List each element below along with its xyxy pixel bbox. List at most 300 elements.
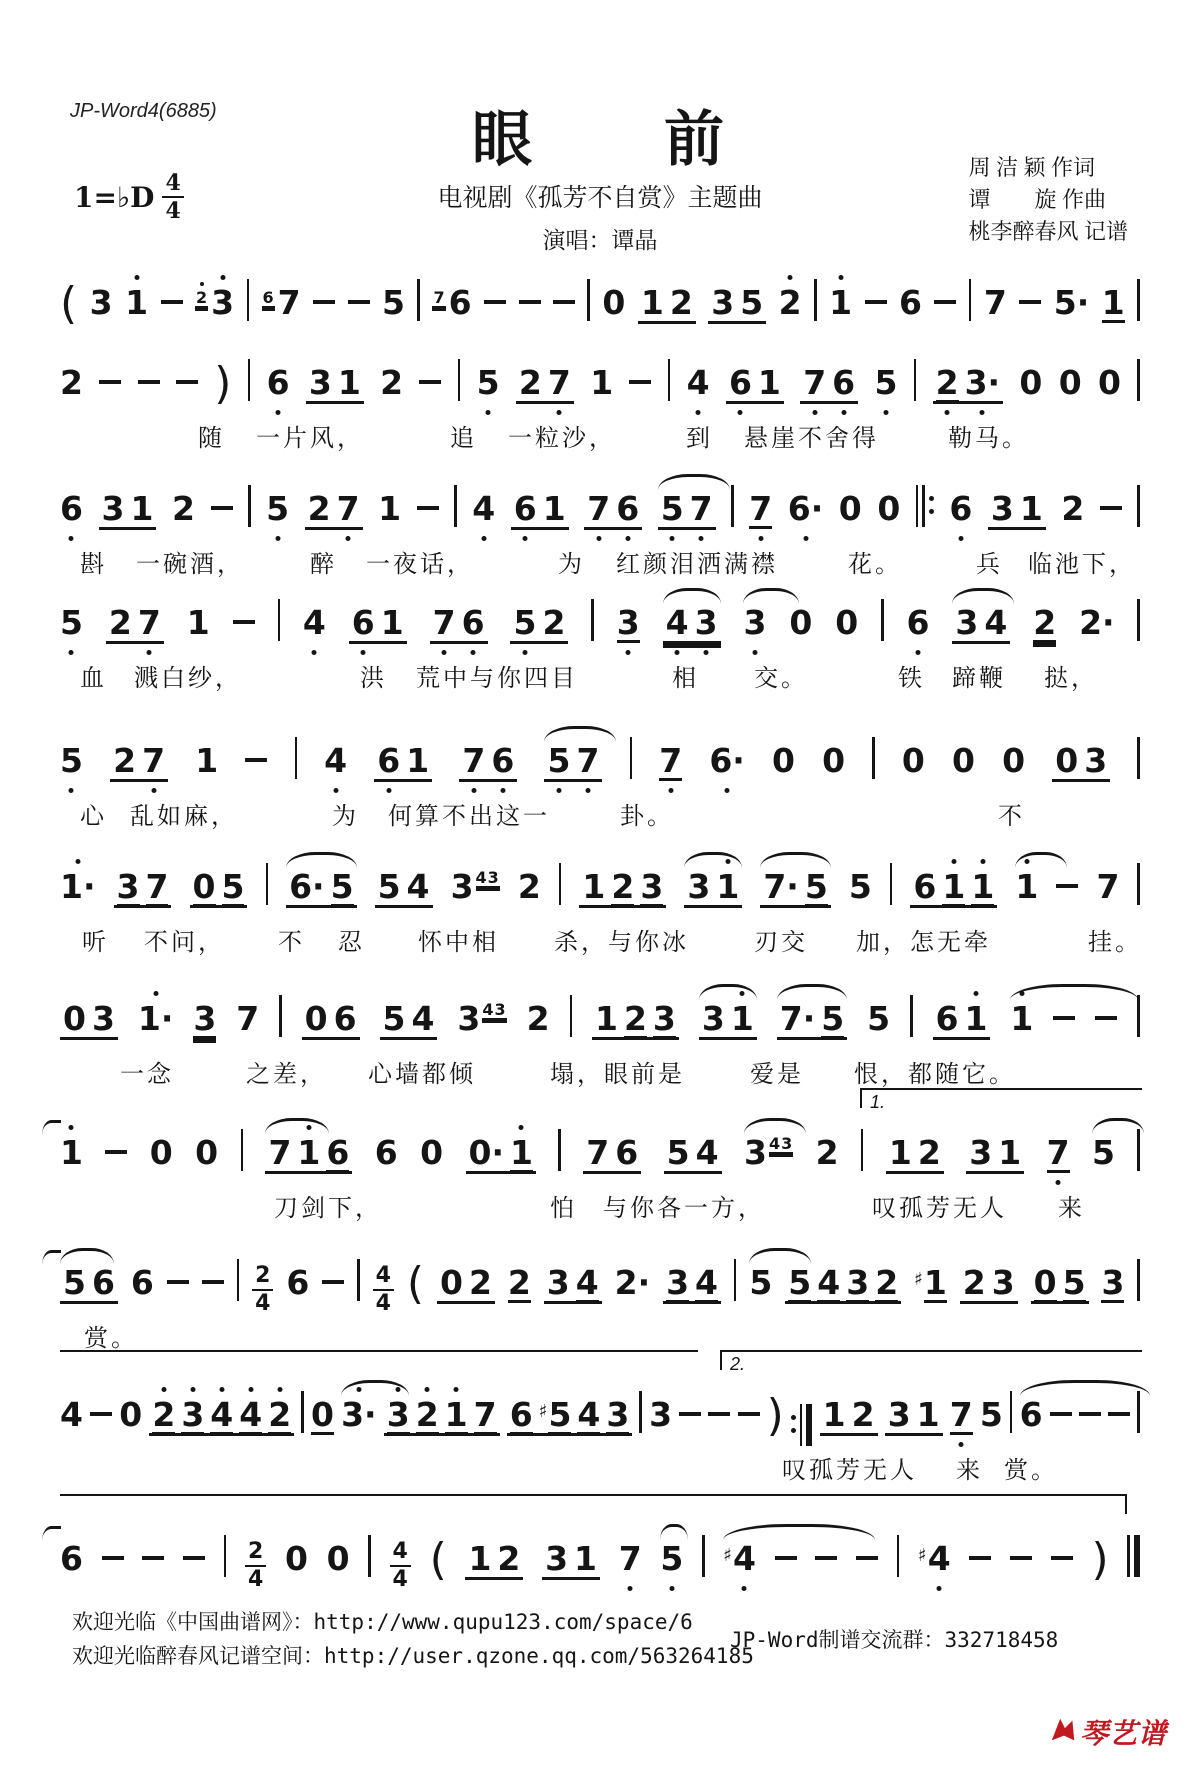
note xyxy=(476,363,500,402)
duration-dash xyxy=(969,1556,991,1560)
digit: 1 xyxy=(731,1002,754,1036)
note xyxy=(266,363,290,402)
repeat-open-barline xyxy=(916,478,934,520)
note xyxy=(962,1263,986,1302)
digit: 3 xyxy=(450,867,474,906)
notation-line xyxy=(60,478,1140,526)
octave-dot-above xyxy=(200,282,204,286)
digit: 6 xyxy=(60,1539,83,1578)
note xyxy=(137,999,174,1038)
note xyxy=(91,1263,115,1302)
note xyxy=(821,999,845,1038)
note xyxy=(1019,489,1043,528)
note-token xyxy=(877,489,901,528)
octave-dot-below xyxy=(704,650,709,655)
digit: 1· xyxy=(138,1002,174,1036)
note-token xyxy=(1091,1133,1115,1172)
digit: 2 xyxy=(526,999,550,1038)
barline xyxy=(734,1259,737,1301)
digit: 1· xyxy=(60,870,96,904)
note xyxy=(616,603,640,643)
beam-group xyxy=(960,1263,1018,1304)
digit: 2 xyxy=(152,1398,175,1432)
meter-numerator: 2 xyxy=(245,1541,266,1567)
digit: 6 xyxy=(352,606,375,640)
note-token xyxy=(382,283,406,322)
note xyxy=(901,741,925,780)
note xyxy=(998,1133,1022,1172)
lyric: 不问， xyxy=(144,930,225,956)
digit: 2 xyxy=(108,603,132,642)
note xyxy=(1015,867,1039,906)
notation-system xyxy=(60,478,1140,588)
octave-dot-above xyxy=(788,275,793,280)
note-token xyxy=(772,741,795,780)
beam-group xyxy=(638,283,696,324)
octave-dot-above xyxy=(277,1387,282,1392)
note xyxy=(779,999,816,1038)
notation-system xyxy=(60,1354,1140,1494)
notation-line xyxy=(60,272,1140,329)
note xyxy=(63,999,86,1038)
beam-group xyxy=(820,1395,878,1436)
digit: 3 xyxy=(687,867,711,906)
note xyxy=(192,867,216,906)
duration-dash xyxy=(1051,1556,1073,1560)
digit: 3 xyxy=(101,489,125,528)
note xyxy=(60,1395,83,1434)
digit: 4 xyxy=(324,744,347,778)
barline xyxy=(279,995,282,1037)
volta-bracket xyxy=(860,1088,1142,1112)
note xyxy=(689,489,713,528)
note-token xyxy=(649,1395,673,1434)
note-token xyxy=(1019,1395,1043,1434)
barline xyxy=(861,1129,864,1171)
note-token xyxy=(195,741,219,780)
note xyxy=(640,867,664,906)
note xyxy=(351,603,375,642)
beam-group xyxy=(663,1263,721,1304)
note xyxy=(432,603,456,642)
beam-group xyxy=(708,283,766,324)
note-token xyxy=(787,489,824,528)
lyric: 一夜话， xyxy=(366,552,474,578)
digit: 7 xyxy=(576,744,599,778)
note xyxy=(439,1263,463,1302)
digit: 3 xyxy=(990,489,1014,528)
digit: 2 xyxy=(416,1398,439,1432)
lyric: 来 xyxy=(1058,1196,1085,1222)
beam-group xyxy=(149,1395,294,1436)
note xyxy=(695,1133,719,1172)
octave-dot-below xyxy=(958,536,963,541)
note-token xyxy=(949,489,973,528)
beam-group xyxy=(952,603,1010,644)
duration-dash xyxy=(1050,1412,1072,1416)
duration-dash xyxy=(1053,1016,1075,1020)
note xyxy=(330,867,354,906)
beam-group xyxy=(544,1263,602,1304)
digit: 2 xyxy=(669,283,693,322)
systems xyxy=(60,0,1140,1766)
duration-dash xyxy=(99,380,121,384)
sharp-accidental: ♯ xyxy=(723,1545,732,1566)
lyric: 为 xyxy=(332,804,359,830)
note xyxy=(665,603,689,642)
note-token xyxy=(749,489,773,529)
beam-group xyxy=(114,867,172,908)
octave-dot-above xyxy=(396,1387,401,1392)
note-token xyxy=(286,1263,310,1302)
digit: 3 xyxy=(308,363,332,402)
note xyxy=(867,999,891,1038)
beam-group xyxy=(60,1263,118,1304)
meter-denominator: 4 xyxy=(375,1291,391,1316)
digit: 5 xyxy=(749,1263,773,1302)
barline xyxy=(1010,1391,1013,1433)
digit: 2 xyxy=(917,1133,941,1172)
digit: 7 xyxy=(138,606,161,640)
beam-group xyxy=(302,999,360,1040)
note-token xyxy=(618,1539,642,1578)
note xyxy=(116,867,140,906)
digit: 3 xyxy=(991,1263,1015,1302)
lyric: 到 xyxy=(686,426,713,452)
notation-system xyxy=(60,352,1140,462)
digit: 6 xyxy=(267,366,290,400)
octave-dot-below xyxy=(69,536,74,541)
note xyxy=(326,1133,350,1172)
lyric: 塌，眼前是 xyxy=(550,1062,685,1088)
note-token xyxy=(590,363,614,402)
note xyxy=(576,741,600,780)
digit: 5 xyxy=(848,867,872,906)
digit: 4 xyxy=(733,1542,756,1576)
digit: 6 xyxy=(326,1133,350,1172)
digit: 1 xyxy=(590,363,614,402)
note xyxy=(341,1395,377,1434)
note xyxy=(660,1539,684,1578)
parenthesis: ( xyxy=(60,278,78,329)
note xyxy=(1062,1263,1086,1302)
lyric: 荒中与你四目 xyxy=(416,666,578,692)
digit: 4 xyxy=(60,1395,83,1434)
note xyxy=(186,603,210,642)
note xyxy=(838,489,862,528)
note xyxy=(971,867,995,906)
note-token xyxy=(60,1133,83,1172)
note xyxy=(1084,741,1108,780)
note xyxy=(618,1539,642,1578)
duration-dash xyxy=(183,1556,205,1560)
note xyxy=(415,1395,439,1434)
duration-dash xyxy=(313,300,335,304)
note-token xyxy=(1015,867,1039,906)
octave-dot-above xyxy=(1024,859,1029,864)
digit: 1 xyxy=(510,1136,533,1170)
note-token xyxy=(195,1133,219,1172)
notation-system xyxy=(60,730,1140,840)
digit: 3 xyxy=(666,1263,690,1302)
barline xyxy=(668,359,671,401)
note-token xyxy=(186,603,210,642)
beam-group xyxy=(430,603,488,644)
lyric: 斟 xyxy=(80,552,107,578)
digit: 0 xyxy=(1019,363,1043,402)
octave-dot-below xyxy=(361,650,366,655)
note xyxy=(1055,741,1079,780)
lyric: 之差， xyxy=(246,1062,327,1088)
note xyxy=(145,867,169,906)
note xyxy=(788,1263,812,1302)
meter-denominator: 4 xyxy=(255,1291,271,1316)
beam-group xyxy=(592,999,679,1040)
note xyxy=(694,603,718,642)
beam-group xyxy=(988,489,1046,530)
digit: 0 xyxy=(304,999,328,1038)
note xyxy=(63,1263,86,1302)
note xyxy=(210,1395,234,1434)
digit: 0 xyxy=(1002,741,1026,780)
note-token xyxy=(917,1539,951,1578)
key-text: 1=♭D xyxy=(74,180,155,214)
barline xyxy=(248,359,251,401)
note xyxy=(709,741,745,780)
digit: 2 xyxy=(507,1263,531,1302)
octave-dot-above xyxy=(69,1125,74,1130)
digit: 7 xyxy=(548,366,571,400)
note xyxy=(380,603,404,642)
barline xyxy=(278,599,281,641)
lyric: 一念 xyxy=(120,1062,174,1088)
lyric: 铁 xyxy=(898,666,925,692)
duration-dash xyxy=(629,380,651,384)
note-token xyxy=(476,363,500,402)
note-token xyxy=(848,867,872,906)
note xyxy=(1019,1395,1043,1434)
note xyxy=(887,1395,911,1434)
octave-dot-below xyxy=(275,536,280,541)
note-token xyxy=(236,999,260,1038)
note xyxy=(450,867,500,906)
note xyxy=(640,283,664,322)
note-token xyxy=(285,1539,308,1578)
note xyxy=(1091,1133,1115,1172)
digit: 7 xyxy=(983,283,1007,322)
note-token xyxy=(838,489,862,528)
note xyxy=(130,489,154,528)
note xyxy=(130,1263,154,1302)
digit: 6 xyxy=(130,1263,154,1302)
note xyxy=(728,363,752,402)
digit: 5 xyxy=(661,492,684,526)
note xyxy=(542,489,566,528)
note xyxy=(262,283,301,322)
digit: 0 xyxy=(326,1539,350,1578)
digit: 3 xyxy=(116,867,140,906)
digit: 1 xyxy=(574,1539,598,1578)
note-token xyxy=(898,283,922,322)
note-token xyxy=(723,1539,756,1578)
notation-line xyxy=(60,1384,1140,1441)
octave-dot-below xyxy=(333,788,338,793)
digit: 7 xyxy=(145,867,169,906)
duration-dash xyxy=(1056,884,1078,888)
digit: 3 xyxy=(652,999,676,1038)
note xyxy=(789,603,813,642)
digit: 1 xyxy=(380,603,404,642)
note xyxy=(730,999,754,1038)
note xyxy=(526,999,550,1038)
beam-group xyxy=(583,1133,641,1174)
digit: 3 xyxy=(955,603,979,642)
note xyxy=(513,489,537,528)
beam-group xyxy=(1031,1263,1089,1304)
duration-dash xyxy=(105,1150,127,1154)
lyric: 追 xyxy=(450,426,477,452)
beam-group xyxy=(305,489,363,530)
digit: 2 xyxy=(468,1263,492,1302)
duration-dash xyxy=(553,300,575,304)
note-token xyxy=(789,603,813,642)
octave-dot-below xyxy=(980,410,985,415)
digit: 3 xyxy=(846,1263,870,1302)
octave-dot-above xyxy=(153,991,158,996)
note xyxy=(935,363,959,402)
digit: 5 xyxy=(547,744,570,778)
sharp-accidental: ♯ xyxy=(914,1269,923,1290)
note xyxy=(1053,283,1090,322)
notation-line xyxy=(60,856,1140,904)
beam-group xyxy=(516,363,574,404)
beam-group xyxy=(760,867,830,908)
barline xyxy=(1137,599,1140,641)
octave-dot-below xyxy=(481,536,486,541)
note xyxy=(614,1263,651,1302)
note xyxy=(518,363,542,402)
note xyxy=(686,363,710,402)
note xyxy=(195,283,235,322)
octave-dot-below xyxy=(803,536,808,541)
beam-group xyxy=(885,1395,943,1436)
singer-line: 演唱：谭晶 xyxy=(542,228,658,253)
digit: 2 xyxy=(851,1395,875,1434)
digit: 2 xyxy=(815,1133,839,1172)
digit: 0 xyxy=(789,603,813,642)
duration-dash xyxy=(142,1556,164,1560)
beam-group xyxy=(99,489,157,530)
note xyxy=(582,867,606,906)
lyric: 叹孤芳无人 xyxy=(872,1196,1007,1222)
beam-group xyxy=(380,999,438,1040)
duration-dash xyxy=(1095,1016,1117,1020)
digit: 0 xyxy=(901,741,925,780)
notation-system xyxy=(60,1252,1140,1362)
note xyxy=(473,1395,497,1434)
note xyxy=(669,283,693,322)
note xyxy=(964,363,1001,402)
digit: 6· xyxy=(289,867,325,906)
digit: 2 xyxy=(113,741,137,780)
note xyxy=(510,1133,533,1172)
lyric: 醉 xyxy=(310,552,337,578)
lyric: 不 xyxy=(278,930,305,956)
digit: 0· xyxy=(468,1133,504,1172)
note xyxy=(778,283,802,322)
digit: 5 xyxy=(740,283,764,322)
lyric: 何算不出这一 xyxy=(388,804,550,830)
note xyxy=(304,999,328,1038)
note-token xyxy=(1079,603,1115,642)
digit: 6 xyxy=(374,1133,398,1172)
octave-dot-below xyxy=(959,1442,964,1447)
beam-group xyxy=(579,867,666,908)
note xyxy=(420,1133,444,1172)
note xyxy=(462,741,486,780)
note xyxy=(307,489,331,528)
note xyxy=(517,867,541,906)
digit: 5 xyxy=(513,606,536,640)
digit: 6 xyxy=(906,606,929,640)
digit: 1 xyxy=(916,1395,940,1434)
note xyxy=(687,867,711,906)
note xyxy=(749,489,773,529)
barline xyxy=(368,1535,371,1577)
digit: 1 xyxy=(297,1136,320,1170)
notation-line xyxy=(60,1122,1140,1170)
octave-dot-below xyxy=(276,410,281,415)
digit: 2 xyxy=(779,286,802,320)
note-token xyxy=(125,283,149,322)
barline xyxy=(969,279,972,321)
octave-dot-below xyxy=(486,410,491,415)
grace-note: 6 xyxy=(262,288,274,307)
meter-numerator: 4 xyxy=(162,172,183,198)
digit: 0 xyxy=(195,1133,219,1172)
digit: 7 xyxy=(142,744,165,778)
duration-dash xyxy=(519,300,541,304)
digit: 0 xyxy=(285,1539,308,1578)
digit: 1 xyxy=(195,741,219,780)
note-token xyxy=(1101,283,1125,323)
digit: 6 xyxy=(913,867,937,906)
barline xyxy=(1137,995,1140,1037)
note xyxy=(916,1395,940,1434)
note-token xyxy=(906,603,930,642)
time-signature xyxy=(373,1265,394,1315)
note xyxy=(60,603,83,642)
beam-group xyxy=(510,603,568,644)
note-token xyxy=(60,1539,83,1578)
notation-system xyxy=(60,988,1140,1098)
digit: 3 xyxy=(1101,1263,1125,1302)
octave-dot-above xyxy=(306,1125,311,1130)
digit: 5 xyxy=(330,867,354,906)
barline xyxy=(1137,1259,1140,1301)
digit: 2 xyxy=(172,489,195,528)
digit: 3· xyxy=(341,1398,377,1432)
note xyxy=(546,1263,570,1302)
beam-group xyxy=(726,363,784,404)
note xyxy=(877,489,901,528)
meter-numerator: 4 xyxy=(390,1541,411,1567)
octave-dot-above xyxy=(134,275,139,280)
beam-group xyxy=(800,363,858,404)
note-token xyxy=(949,1395,973,1435)
note xyxy=(590,363,614,402)
lyric: 刀剑下， xyxy=(274,1196,382,1222)
